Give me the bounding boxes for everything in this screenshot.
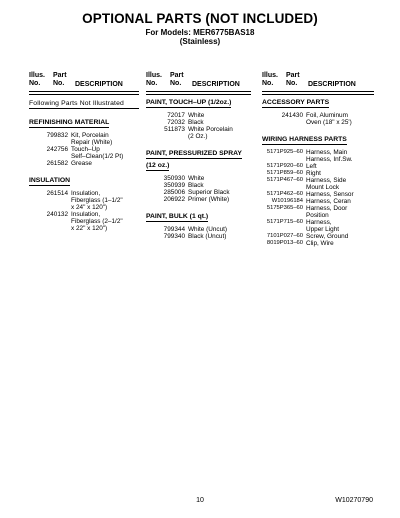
wiring-list [262, 149, 374, 247]
part-description: Insulation, [71, 210, 101, 218]
part-description: Oven (18" x 25') [306, 118, 352, 126]
part-number: 261582 [46, 159, 68, 167]
part-description: Kit, Porcelain [71, 131, 109, 139]
section-title-paint-touchup: PAINT, TOUCH–UP (1/2oz.) [146, 98, 232, 106]
accessory-list [262, 112, 374, 126]
section-title-refinishing: REFINISHING MATERIAL [29, 118, 110, 126]
part-row [29, 197, 139, 204]
header-rule [146, 91, 251, 92]
part-description: Black (Uncut) [188, 232, 227, 240]
column-header [146, 72, 251, 90]
part-row [29, 225, 139, 232]
part-description: Repair (White) [71, 138, 113, 146]
part-number: 511873 [164, 125, 185, 133]
part-row [262, 163, 374, 170]
part-description: (2 Oz.) [188, 132, 208, 140]
part-description: Primer (White) [188, 195, 230, 203]
section-title-paint-bulk: PAINT, BULK (1 qt.) [146, 212, 209, 220]
column-header [262, 72, 374, 90]
document-number: W10270790 [335, 497, 373, 504]
part-row [146, 196, 251, 203]
part-no-header: Part No. [53, 72, 67, 87]
part-row [146, 182, 251, 189]
part-row [262, 226, 374, 233]
part-description: Superior Black [188, 188, 230, 196]
description-header: DESCRIPTION [75, 81, 123, 88]
column-header [29, 72, 139, 90]
part-number: 799832 [46, 131, 68, 139]
part-description: Harness, Sensor [306, 190, 354, 198]
part-number: 285006 [163, 188, 185, 196]
part-number [262, 119, 306, 126]
part-description: Insulation, [71, 189, 101, 197]
part-row [29, 211, 139, 218]
part-description: White (Uncut) [188, 225, 228, 233]
part-number [262, 184, 306, 191]
section-title-wiring: WIRING HARNESS PARTS [262, 135, 347, 143]
part-number: 5171P920–60 [266, 162, 303, 169]
section-title-accessory: ACCESSORY PARTS [262, 98, 330, 106]
part-number: 240132 [46, 210, 68, 218]
finish-line: (Stainless) [179, 37, 221, 46]
part-description: Position [306, 211, 329, 219]
part-number [29, 218, 71, 225]
part-description: Harness, Side [306, 176, 347, 184]
part-description: x 22" x 120") [71, 224, 108, 232]
part-number [29, 225, 71, 232]
part-number: 7101P027–60 [266, 232, 303, 239]
part-description: Harness, Door [306, 204, 348, 212]
part-description: Harness, Inf.Sw. [306, 155, 353, 163]
illus-no-header: Illus. No. [29, 72, 45, 87]
part-description: Black [188, 181, 204, 189]
part-description: Left [306, 162, 317, 170]
part-number [262, 156, 306, 163]
part-description: Fiberglass (1–1/2" [71, 196, 123, 204]
part-row [29, 160, 139, 167]
part-number: 799344 [163, 225, 185, 233]
part-row [262, 240, 374, 247]
part-row [262, 205, 374, 212]
part-row [29, 190, 139, 197]
paint-pressurized-list [146, 175, 251, 203]
part-number: 5171P715–60 [266, 218, 303, 225]
part-row [146, 133, 251, 140]
part-description: Grease [71, 159, 92, 167]
part-row [146, 233, 251, 240]
part-description: Fiberglass (2–1/2" [71, 217, 123, 225]
column-3 [262, 72, 374, 247]
part-row [262, 149, 374, 156]
page-title: OPTIONAL PARTS (NOT INCLUDED) [82, 11, 318, 26]
header-rule-thin [262, 94, 374, 95]
part-row [262, 198, 374, 205]
notice-rule [29, 108, 139, 109]
part-description: Mount Lock [306, 183, 340, 191]
part-row [262, 233, 374, 240]
part-description: Black [188, 118, 204, 126]
model-subtitle [0, 28, 400, 46]
section-title-insulation: INSULATION [29, 176, 71, 184]
part-number [29, 153, 71, 160]
part-number: 5171P467–60 [266, 176, 303, 183]
part-number: W10196184 [271, 197, 303, 204]
paint-bulk-list [146, 226, 251, 240]
not-illustrated-notice: Following Parts Not Illustrated [29, 99, 124, 107]
illus-no-header: Illus. No. [262, 72, 278, 87]
part-row [146, 119, 251, 126]
part-number: 72032 [167, 118, 185, 126]
part-number: 350930 [163, 174, 185, 182]
part-row [262, 156, 374, 163]
part-row [262, 219, 374, 226]
column-2 [146, 72, 251, 240]
part-row [262, 170, 374, 177]
part-description: Self–Clean(1/2 Pt) [71, 152, 124, 160]
part-row [146, 226, 251, 233]
part-description: Touch–Up [71, 145, 100, 153]
part-number: 5171P462–60 [266, 190, 303, 197]
part-description: x 24" x 120") [71, 203, 108, 211]
part-number: 241430 [281, 111, 303, 119]
part-number: 5175P365–60 [266, 204, 303, 211]
page-number: 10 [196, 497, 204, 504]
part-number: 350939 [163, 181, 185, 189]
header-rule [29, 91, 139, 92]
section-title-paint-pressurized: PAINT, PRESSURIZED SPRAY (12 oz.) [146, 149, 242, 169]
part-number: 261514 [46, 189, 68, 197]
part-description: White [188, 111, 205, 119]
models-line: For Models: MER6775BAS18 [145, 28, 255, 37]
part-description: Harness, Ceran [306, 197, 351, 205]
part-row [29, 218, 139, 225]
part-row [262, 112, 374, 119]
header-rule-thin [146, 94, 251, 95]
paint-touchup-list [146, 112, 251, 140]
part-row [29, 153, 139, 160]
column-1 [29, 72, 139, 232]
part-number: 242756 [46, 145, 68, 153]
refinishing-list [29, 132, 139, 167]
part-row [146, 126, 251, 133]
part-row [146, 189, 251, 196]
illus-no-header: Illus. No. [146, 72, 162, 87]
header-rule-thin [29, 94, 139, 95]
part-number: 5171P925–60 [266, 148, 303, 155]
part-description: Right [306, 169, 321, 177]
part-row [29, 204, 139, 211]
part-description: White Porcelain [188, 125, 233, 133]
description-header: DESCRIPTION [308, 81, 356, 88]
part-description: Screw, Ground [306, 232, 349, 240]
part-description: White [188, 174, 205, 182]
part-number [29, 139, 71, 146]
part-row [29, 132, 139, 139]
part-number: 72017 [167, 111, 185, 119]
part-row [262, 191, 374, 198]
part-description: Harness, [306, 218, 332, 226]
part-description: Clip, Wire [306, 239, 334, 247]
part-row [29, 146, 139, 153]
part-number: 206922 [163, 195, 185, 203]
part-number [146, 133, 188, 140]
part-number [262, 226, 306, 233]
part-description: Foil, Aluminum [306, 111, 348, 119]
part-no-header: Part No. [286, 72, 300, 87]
part-number [29, 197, 71, 204]
part-row [262, 184, 374, 191]
part-row [29, 139, 139, 146]
part-number: 8019P013–60 [266, 239, 303, 246]
part-number [262, 212, 306, 219]
part-number: 5171P859–60 [266, 169, 303, 176]
part-row [262, 212, 374, 219]
insulation-list [29, 190, 139, 232]
header-rule [262, 91, 374, 92]
part-description: Upper Light [306, 225, 340, 233]
description-header: DESCRIPTION [192, 81, 240, 88]
part-row [262, 177, 374, 184]
part-row [146, 112, 251, 119]
part-description: Harness, Main [306, 148, 348, 156]
part-number [29, 204, 71, 211]
part-row [262, 119, 374, 126]
part-row [146, 175, 251, 182]
part-number: 799340 [163, 232, 185, 240]
part-no-header: Part No. [170, 72, 184, 87]
